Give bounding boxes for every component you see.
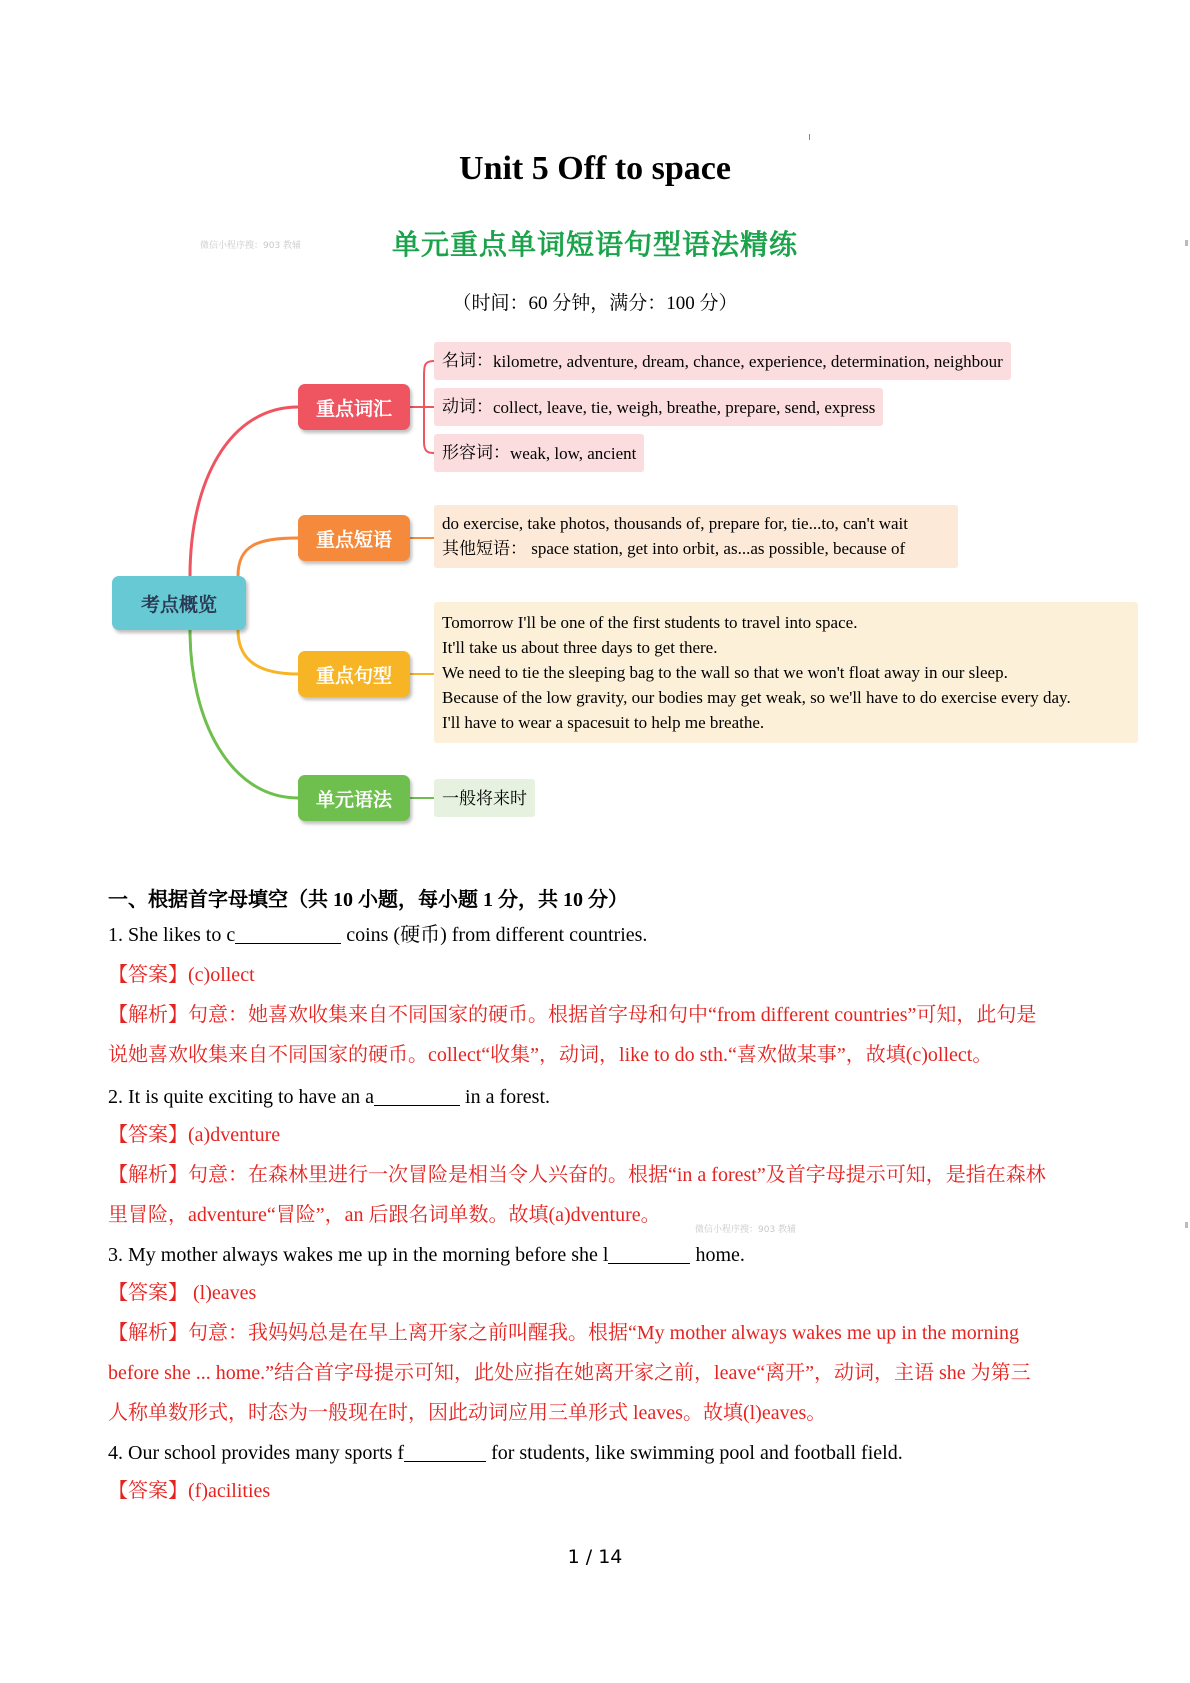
analysis-2-text: 句意：在森林里进行一次冒险是相当令人兴奋的。根据“in a forest”及首字母提示可知，是指在森林 xyxy=(188,1164,1046,1186)
nouns-label: 名词： xyxy=(442,350,493,371)
analysis-2-line-1 xyxy=(108,1155,1046,1195)
phrases-line-1: do exercise, take photos, thousands of, prepare for, tie...to, can't wait xyxy=(442,514,908,533)
question-4-text-start: 4. Our school provides many sports f xyxy=(108,1442,405,1464)
sentence-item: It'll take us about three days to get there. xyxy=(442,638,718,657)
analysis-2-line-2: 里冒险，adventure“冒险”，an 后跟名词单数。故填(a)dventure。 xyxy=(108,1204,661,1226)
sentences-box xyxy=(434,602,1138,743)
question-2 xyxy=(108,1077,550,1117)
analysis-1-line-1 xyxy=(108,995,1036,1035)
answer-blank xyxy=(608,1243,690,1264)
other-phrases-label: 其他短语： xyxy=(442,539,527,559)
sentence-item: Because of the low gravity, our bodies may get weak, so we'll have to do exercise every day. xyxy=(442,688,1071,707)
other-phrases-list: space station, get into orbit, as...as possible, because of xyxy=(531,539,906,558)
vocab-adjectives xyxy=(434,434,644,472)
answer-2 xyxy=(108,1115,280,1155)
question-3-text-start: 3. My mother always wakes me up in the morning before she l xyxy=(108,1244,609,1266)
sentence-item: Tomorrow I'll be one of the first students to travel into space. xyxy=(442,613,858,632)
answer-2-value: (a)dventure xyxy=(188,1124,281,1146)
question-2-text-start: 2. It is quite exciting to have an a xyxy=(108,1086,375,1108)
mindmap-node-phrases: 重点短语 xyxy=(298,515,410,561)
mindmap-node-vocab: 重点词汇 xyxy=(298,384,410,430)
page-title: Unit 5 Off to space xyxy=(459,150,731,187)
adj-list: weak, low, ancient xyxy=(510,443,637,463)
grammar-item: 一般将来时 xyxy=(434,779,535,817)
watermark: 微信小程序搜：903 教辅 xyxy=(200,241,302,251)
answer-1 xyxy=(108,955,255,995)
question-1 xyxy=(108,915,647,955)
analysis-3-line-3: 人称单数形式，时态为一般现在时，因此动词应用三单形式 leaves。故填(l)eaves。 xyxy=(108,1402,827,1424)
mindmap-node-grammar: 单元语法 xyxy=(298,775,410,821)
analysis-1-line-2: 说她喜欢收集来自不同国家的硬币。collect“收集”，动词，like to do sth.“喜欢做某事”，故填(c)ollect。 xyxy=(108,1044,993,1066)
analysis-tag: 【解析】 xyxy=(108,1004,188,1026)
answer-tag: 【答案】 xyxy=(108,1124,188,1146)
answer-blank xyxy=(235,923,341,944)
analysis-3-line-2: before she ... home.”结合首字母提示可知，此处应指在她离开家之前，leave“离开”，动词，主语 she 为第三 xyxy=(108,1362,1031,1384)
analysis-tag: 【解析】 xyxy=(108,1164,188,1186)
phrases-box xyxy=(434,505,958,568)
question-3 xyxy=(108,1235,745,1275)
page-subtitle: 单元重点单词短语句型语法精练 xyxy=(391,230,798,261)
analysis-1-text: 句意：她喜欢收集来自不同国家的硬币。根据首字母和句中“from different countries”可知，此句是 xyxy=(188,1004,1037,1026)
answer-4-value: (f)acilities xyxy=(188,1480,271,1502)
answer-3-value: (l)eaves xyxy=(188,1282,257,1304)
analysis-3-text: 句意：我妈妈总是在早上离开家之前叫醒我。根据“My mother always wakes me up in the morning xyxy=(188,1322,1020,1344)
sentence-item: We need to tie the sleeping bag to the wall so that we won't float away in our sleep. xyxy=(442,663,1008,682)
question-4 xyxy=(108,1433,903,1473)
analysis-3-line-1 xyxy=(108,1313,1019,1353)
section-heading: 一、根据首字母填空（共 10 小题，每小题 1 分，共 10 分） xyxy=(108,889,628,911)
nouns-list: kilometre, adventure, dream, chance, experience, determination, neighbour xyxy=(493,351,1003,371)
verbs-list: collect, leave, tie, weigh, breathe, prepare, send, express xyxy=(493,397,876,417)
answer-4 xyxy=(108,1471,270,1511)
question-2-text-end: in a forest. xyxy=(460,1086,551,1108)
analysis-tag: 【解析】 xyxy=(108,1322,188,1344)
watermark: 微信小程序搜：903 教辅 xyxy=(695,1225,797,1235)
answer-tag: 【答案】 xyxy=(108,1282,188,1304)
answer-3 xyxy=(108,1273,256,1313)
vocab-nouns xyxy=(434,342,1011,380)
adj-label: 形容词： xyxy=(442,442,510,463)
question-1-text-start: 1. She likes to c xyxy=(108,924,236,946)
answer-blank xyxy=(374,1085,460,1106)
answer-tag: 【答案】 xyxy=(108,1480,188,1502)
question-3-text-end: home. xyxy=(690,1244,745,1266)
answer-tag: 【答案】 xyxy=(108,964,188,986)
phrases-line-2 xyxy=(442,536,950,562)
edge-mark xyxy=(1185,1222,1188,1228)
vocab-verbs xyxy=(434,388,883,426)
question-4-text-end: for students, like swimming pool and football field. xyxy=(486,1442,903,1464)
page-number: 1 / 14 xyxy=(567,1546,623,1568)
answer-1-value: (c)ollect xyxy=(188,964,255,986)
answer-blank xyxy=(404,1441,486,1462)
time-info: （时间：60 分钟，满分：100 分） xyxy=(452,293,738,314)
mindmap-root: 考点概览 xyxy=(112,576,246,630)
sentence-item: I'll have to wear a spacesuit to help me breathe. xyxy=(442,713,765,732)
mindmap-node-sentences: 重点句型 xyxy=(298,651,410,697)
verbs-label: 动词： xyxy=(442,396,493,417)
question-1-text-end: coins (硬币) from different countries. xyxy=(341,924,648,946)
